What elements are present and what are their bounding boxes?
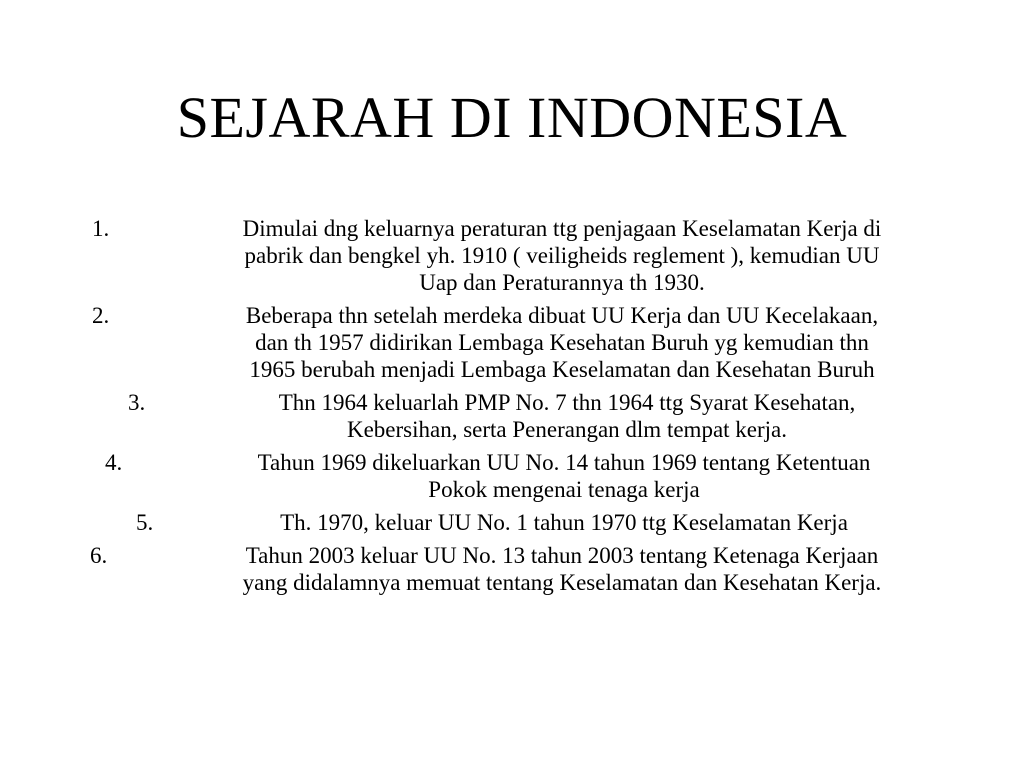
- item-line: Uap dan Peraturannya th 1930.: [419, 270, 705, 295]
- list-item: [86, 542, 964, 596]
- item-line: Pokok mengenai tenaga kerja: [428, 477, 700, 502]
- item-line: Kebersihan, serta Penerangan dlm tempat kerja.: [346, 417, 788, 442]
- item-number: 3.: [128, 390, 146, 415]
- item-line: pabrik dan bengkel yh. 1910 ( veiligheids reglement ), kemudian UU: [244, 243, 880, 268]
- item-text: [160, 389, 964, 443]
- list-item: [86, 302, 964, 383]
- item-number: 2.: [92, 303, 110, 328]
- item-line: Tahun 2003 keluar UU No. 13 tahun 2003 tentang Ketenaga Kerjaan: [245, 543, 879, 568]
- item-line: dan th 1957 didirikan Lembaga Kesehatan Buruh yg kemudian thn: [255, 330, 869, 355]
- item-number: 6.: [90, 543, 108, 568]
- list-item: [86, 389, 964, 443]
- item-number: 4.: [105, 450, 123, 475]
- item-line: Th. 1970, keluar UU No. 1 tahun 1970 ttg Keselamatan Kerja: [280, 510, 848, 535]
- history-list: [86, 215, 964, 602]
- item-line: 1965 berubah menjadi Lembaga Keselamatan dan Kesehatan Buruh: [249, 357, 875, 382]
- item-text: [160, 215, 964, 296]
- list-item: [86, 449, 964, 503]
- slide-title: SEJARAH DI INDONESIA: [176, 85, 848, 150]
- item-number: 5.: [136, 510, 154, 535]
- item-line: Beberapa thn setelah merdeka dibuat UU Kerja dan UU Kecelakaan,: [245, 303, 879, 328]
- item-line: Thn 1964 keluarlah PMP No. 7 thn 1964 ttg Syarat Kesehatan,: [278, 390, 856, 415]
- item-text: [160, 542, 964, 596]
- list-item: [86, 215, 964, 296]
- list-item: [86, 509, 964, 536]
- item-text: [160, 509, 964, 536]
- item-line: Tahun 1969 dikeluarkan UU No. 14 tahun 1969 tentang Ketentuan: [257, 450, 871, 475]
- item-line: yang didalamnya memuat tentang Keselamatan dan Kesehatan Kerja.: [242, 570, 882, 595]
- item-text: [160, 449, 964, 503]
- item-number: 1.: [92, 216, 110, 241]
- item-text: [160, 302, 964, 383]
- item-line: Dimulai dng keluarnya peraturan ttg penjagaan Keselamatan Kerja di: [242, 216, 882, 241]
